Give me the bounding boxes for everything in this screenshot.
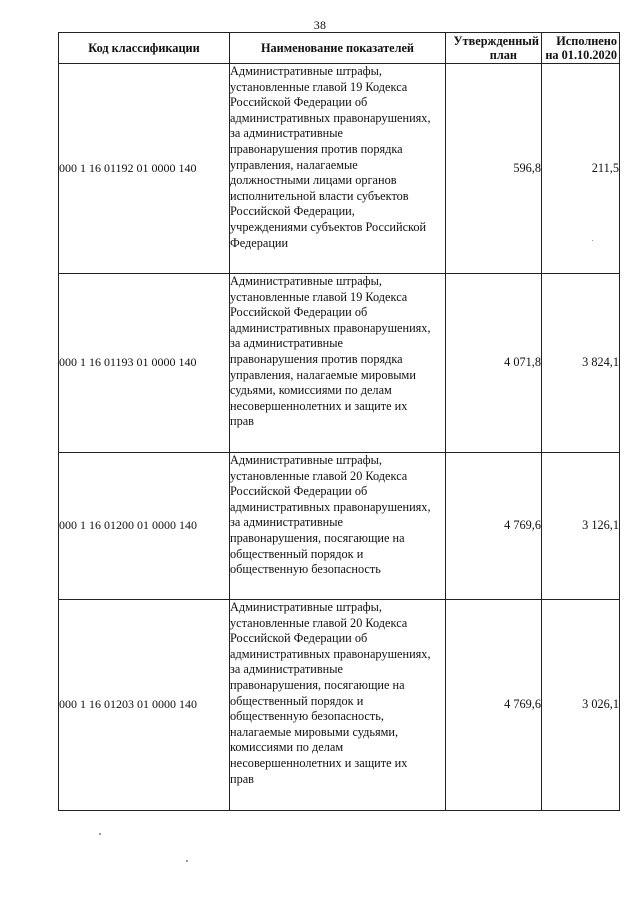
row-done-value: 3 126,1: [542, 453, 620, 600]
row-name-line: Административные штрафы,: [230, 600, 382, 614]
header-plan-line2: план: [489, 48, 517, 62]
row-name-line: налагаемые мировыми судьями,: [230, 724, 399, 739]
row-name-line: Российской Федерации об: [230, 95, 368, 110]
row-name-line: общественный порядок и: [230, 693, 364, 708]
row-name-line: правонарушения, посягающие на: [230, 530, 405, 545]
header-done-line1: Исполнено: [556, 34, 617, 48]
header-name: Наименование показателей: [230, 33, 446, 64]
row-name-line: управления, налагаемые: [230, 157, 358, 172]
row-code: 000 1 16 01203 01 0000 140: [59, 600, 230, 811]
row-name-line: несовершеннолетних и защите их: [230, 755, 408, 770]
header-done-line2: на 01.10.2020: [545, 48, 617, 62]
row-name: [230, 600, 446, 811]
row-name-line: установленные главой 20 Кодекса: [230, 468, 408, 483]
row-done-value: 3 026,1: [542, 600, 620, 811]
row-name-line: несовершеннолетних и защите их: [230, 398, 408, 413]
row-name-line: за административные: [230, 336, 343, 351]
row-name-line: общественный порядок и: [230, 546, 364, 561]
row-name-line: за административные: [230, 126, 343, 141]
page-number: 38: [313, 18, 327, 32]
row-name-line: административных правонарушениях,: [230, 646, 431, 661]
row-plan-value: 4 769,6: [446, 600, 542, 811]
scan-speck: [99, 833, 101, 835]
row-name-line: прав: [230, 771, 254, 786]
row-name-line: комиссиями по делам: [230, 740, 344, 755]
table-row: [59, 274, 620, 453]
row-name-line: за административные: [230, 662, 343, 677]
row-code: 000 1 16 01193 01 0000 140: [59, 274, 230, 453]
table-row: [59, 600, 620, 811]
table-row: [59, 453, 620, 600]
header-plan: [446, 33, 542, 64]
row-name-line: административных правонарушениях,: [230, 110, 431, 125]
row-name-line: судьями, комиссиями по делам: [230, 383, 392, 398]
row-name-line: общественную безопасность: [230, 562, 381, 577]
row-done-value: 211,5: [542, 64, 620, 274]
row-name-line: Российской Федерации об: [230, 484, 368, 499]
row-name-line: Административные штрафы,: [230, 274, 382, 288]
row-plan-value: 4 769,6: [446, 453, 542, 600]
row-name-line: общественную безопасность,: [230, 709, 384, 724]
row-name-line: должностными лицами органов: [230, 173, 397, 188]
row-name-line: Административные штрафы,: [230, 64, 382, 78]
header-plan-line1: Утвержденный: [453, 34, 539, 48]
row-name: [230, 274, 446, 453]
row-name-line: Федерации: [230, 235, 289, 250]
row-name-line: правонарушения против порядка: [230, 141, 403, 156]
row-name-line: прав: [230, 414, 254, 429]
row-name-line: учреждениями субъектов Российской: [230, 219, 427, 234]
row-name-line: установленные главой 20 Кодекса: [230, 615, 408, 630]
row-name-line: административных правонарушениях,: [230, 320, 431, 335]
row-plan-value: 596,8: [446, 64, 542, 274]
row-name-line: Российской Федерации об: [230, 305, 368, 320]
row-name-line: Административные штрафы,: [230, 453, 382, 467]
row-name-line: управления, налагаемые мировыми: [230, 367, 416, 382]
row-code: 000 1 16 01200 01 0000 140: [59, 453, 230, 600]
scan-speck: [592, 240, 593, 241]
row-name-line: правонарушения, посягающие на: [230, 677, 405, 692]
row-name-line: исполнительной власти субъектов: [230, 188, 409, 203]
row-name: [230, 64, 446, 274]
row-name-line: установленные главой 19 Кодекса: [230, 79, 408, 94]
row-done-value: 3 824,1: [542, 274, 620, 453]
row-plan-value: 4 071,8: [446, 274, 542, 453]
row-name-line: Российской Федерации,: [230, 204, 355, 219]
row-name-line: за административные: [230, 515, 343, 530]
row-name: [230, 453, 446, 600]
header-done: [542, 33, 620, 64]
scan-speck: [186, 860, 188, 862]
row-name-line: административных правонарушениях,: [230, 499, 431, 514]
table-row: [59, 64, 620, 274]
table-header-row: [59, 33, 620, 64]
row-code: 000 1 16 01192 01 0000 140: [59, 64, 230, 274]
row-name-line: Российской Федерации об: [230, 631, 368, 646]
header-code: Код классификации: [59, 33, 230, 64]
row-name-line: правонарушения против порядка: [230, 351, 403, 366]
budget-table: [58, 32, 620, 811]
row-name-line: установленные главой 19 Кодекса: [230, 289, 408, 304]
